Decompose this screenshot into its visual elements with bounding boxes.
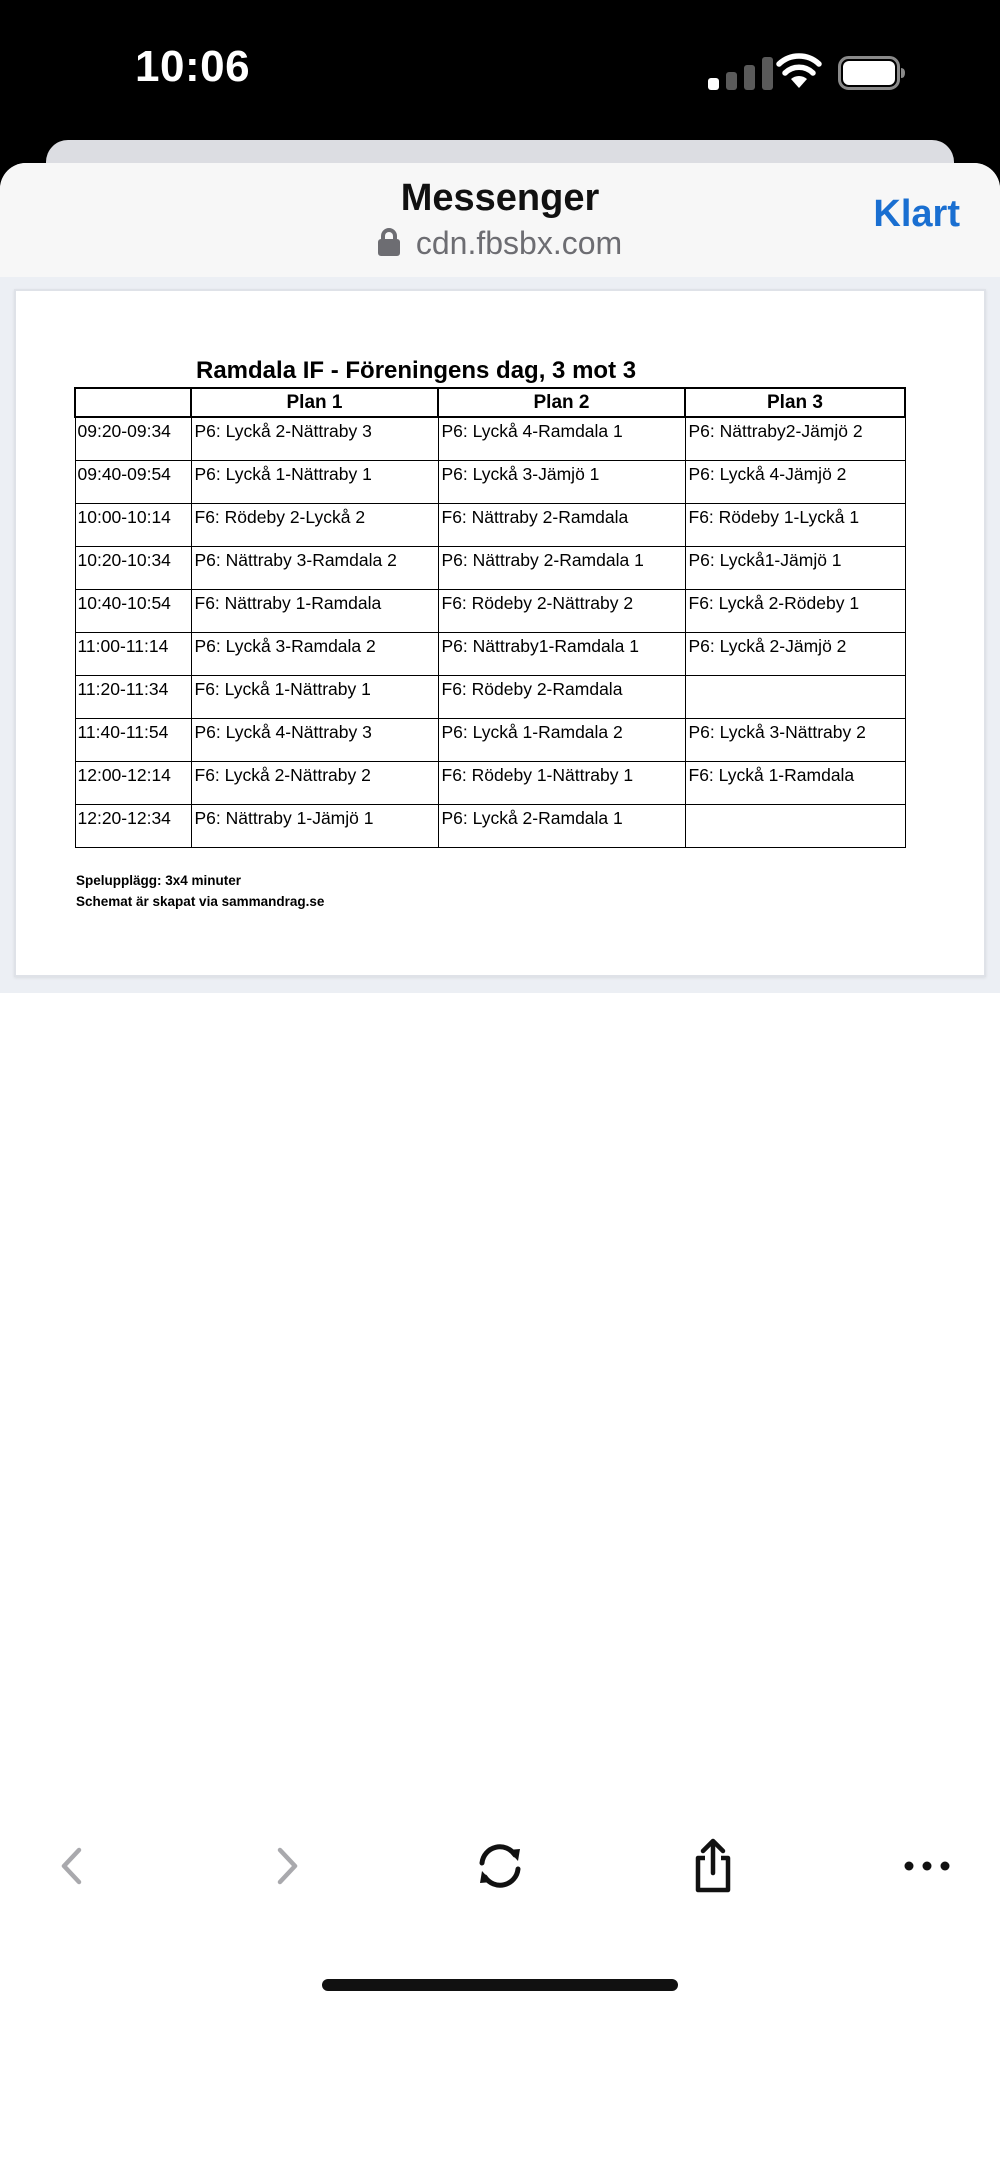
table-row: [75, 503, 905, 546]
schedule-table: [74, 387, 906, 848]
done-button[interactable]: Klart: [873, 193, 960, 235]
table-row: [75, 761, 905, 804]
match-cell: P6: Lyckå 4-Jämjö 2: [685, 460, 905, 503]
time-slot-cell: 09:40-09:54: [75, 460, 191, 503]
share-icon: [688, 1838, 738, 1894]
match-cell: F6: Rödeby 1-Nättraby 1: [438, 761, 685, 804]
match-cell: P6: Nättraby 1-Jämjö 1: [191, 804, 438, 847]
more-icon: [902, 1858, 952, 1874]
match-cell: F6: Lyckå 2-Rödeby 1: [685, 589, 905, 632]
match-cell: P6: Nättraby 3-Ramdala 2: [191, 546, 438, 589]
match-cell: P6: Lyckå 4-Nättraby 3: [191, 718, 438, 761]
column-header: [75, 388, 191, 417]
battery-icon: [838, 56, 906, 90]
table-row: [75, 417, 905, 460]
schedule-body: [75, 417, 905, 847]
table-row: [75, 804, 905, 847]
match-cell: F6: Rödeby 2-Ramdala: [438, 675, 685, 718]
match-cell: P6: Lyckå1-Jämjö 1: [685, 546, 905, 589]
cellular-signal-icon: [708, 56, 774, 90]
match-cell: [685, 804, 905, 847]
match-cell: P6: Nättraby1-Ramdala 1: [438, 632, 685, 675]
match-cell: P6: Lyckå 2-Ramdala 1: [438, 804, 685, 847]
time-slot-cell: 11:20-11:34: [75, 675, 191, 718]
sheet-header: [0, 163, 1000, 277]
match-cell: P6: Lyckå 3-Ramdala 2: [191, 632, 438, 675]
table-row: [75, 675, 905, 718]
match-cell: F6: Lyckå 2-Nättraby 2: [191, 761, 438, 804]
column-header: Plan 3: [685, 388, 905, 417]
wifi-icon: [776, 52, 822, 90]
page-title: Messenger: [400, 177, 600, 219]
time-slot-cell: 12:00-12:14: [75, 761, 191, 804]
match-cell: [685, 675, 905, 718]
table-row: [75, 718, 905, 761]
match-cell: F6: Rödeby 1-Lyckå 1: [685, 503, 905, 546]
match-cell: P6: Nättraby 2-Ramdala 1: [438, 546, 685, 589]
status-bar: [0, 0, 1000, 150]
table-header-row: [75, 388, 905, 417]
column-header: Plan 2: [438, 388, 685, 417]
match-cell: F6: Lyckå 1-Nättraby 1: [191, 675, 438, 718]
back-button[interactable]: [32, 1826, 112, 1906]
match-cell: P6: Lyckå 2-Nättraby 3: [191, 417, 438, 460]
column-header: Plan 1: [191, 388, 438, 417]
match-cell: F6: Nättraby 2-Ramdala: [438, 503, 685, 546]
match-cell: P6: Lyckå 1-Nättraby 1: [191, 460, 438, 503]
document-viewer[interactable]: [0, 277, 1000, 993]
document-title: Ramdala IF - Föreningens dag, 3 mot 3: [196, 357, 637, 384]
match-cell: F6: Rödeby 2-Nättraby 2: [438, 589, 685, 632]
match-cell: P6: Lyckå 1-Ramdala 2: [438, 718, 685, 761]
document-page: [14, 289, 986, 977]
chevron-right-icon: [267, 1844, 307, 1888]
table-row: [75, 546, 905, 589]
match-cell: P6: Lyckå 3-Nättraby 2: [685, 718, 905, 761]
match-cell: F6: Rödeby 2-Lyckå 2: [191, 503, 438, 546]
table-row: [75, 632, 905, 675]
time-slot-cell: 10:40-10:54: [75, 589, 191, 632]
browser-toolbar: [0, 1826, 1000, 1986]
forward-button[interactable]: [247, 1826, 327, 1906]
match-cell: P6: Lyckå 3-Jämjö 1: [438, 460, 685, 503]
reload-icon: [472, 1841, 528, 1891]
more-button[interactable]: [887, 1826, 967, 1906]
table-row: [75, 460, 905, 503]
time-slot-cell: 10:00-10:14: [75, 503, 191, 546]
home-indicator: [322, 1979, 678, 1991]
match-cell: P6: Lyckå 4-Ramdala 1: [438, 417, 685, 460]
game-format-note: Spelupplägg: 3x4 minuter: [76, 873, 242, 888]
share-button[interactable]: [673, 1826, 753, 1906]
match-cell: P6: Nättraby2-Jämjö 2: [685, 417, 905, 460]
url-text: cdn.fbsbx.com: [415, 225, 623, 261]
time-slot-cell: 09:20-09:34: [75, 417, 191, 460]
reload-button[interactable]: [460, 1826, 540, 1906]
time-slot-cell: 10:20-10:34: [75, 546, 191, 589]
chevron-left-icon: [52, 1844, 92, 1888]
url-display: [0, 225, 1000, 262]
lock-icon: [378, 228, 400, 256]
table-row: [75, 589, 905, 632]
match-cell: F6: Lyckå 1-Ramdala: [685, 761, 905, 804]
match-cell: F6: Nättraby 1-Ramdala: [191, 589, 438, 632]
source-note: Schemat är skapat via sammandrag.se: [76, 894, 325, 909]
time-slot-cell: 11:00-11:14: [75, 632, 191, 675]
time-slot-cell: 11:40-11:54: [75, 718, 191, 761]
time-slot-cell: 12:20-12:34: [75, 804, 191, 847]
status-time: 10:06: [135, 42, 251, 91]
match-cell: P6: Lyckå 2-Jämjö 2: [685, 632, 905, 675]
